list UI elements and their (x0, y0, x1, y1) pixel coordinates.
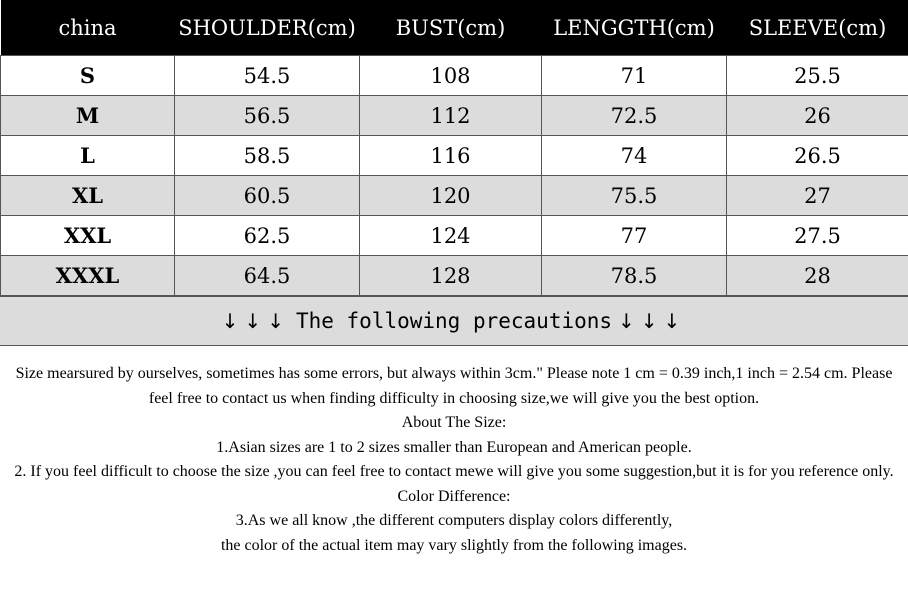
shoulder-value: 62.5 (175, 216, 360, 256)
shoulder-value: 56.5 (175, 96, 360, 136)
down-arrows-icon: ↓↓↓ (221, 309, 290, 333)
size-label: M (1, 96, 175, 136)
shoulder-value: 60.5 (175, 176, 360, 216)
size-label: XXXL (1, 256, 175, 296)
sleeve-value: 27 (727, 176, 908, 216)
size-label: L (1, 136, 175, 176)
shoulder-value: 64.5 (175, 256, 360, 296)
length-value: 75.5 (542, 176, 727, 216)
size-label: XXL (1, 216, 175, 256)
length-value: 78.5 (542, 256, 727, 296)
size-label: S (1, 56, 175, 96)
color-note-line-1: 3.As we all know ,the different computers display colors differently, (235, 512, 673, 529)
color-note-line-2: the color of the actual item may vary slightly from the following images. (220, 536, 688, 554)
bust-value: 124 (360, 216, 542, 256)
sleeve-value: 28 (727, 256, 908, 296)
measurement-note: Size mearsured by ourselves, sometimes has some errors, but always within 3cm." Please note 1 cm = 0.39 inch,1 inch = 2.54 cm. Please feel free to contact us when finding difficulty in choosing size,we will give you the best option. (15, 365, 893, 407)
table-row (1, 56, 908, 96)
shoulder-value: 54.5 (175, 56, 360, 96)
table-row (1, 256, 908, 296)
length-value: 77 (542, 216, 727, 256)
shoulder-value: 58.5 (175, 136, 360, 176)
color-difference-heading: Color Difference: (397, 487, 511, 505)
precautions-banner (0, 296, 908, 346)
header-length: LENGGTH(cm) (542, 0, 727, 56)
down-arrows-icon: ↓↓↓ (618, 309, 687, 333)
header-size-region: china (1, 0, 175, 56)
table-row (1, 216, 908, 256)
header-sleeve: SLEEVE(cm) (727, 0, 908, 56)
asian-sizes-note: 1.Asian sizes are 1 to 2 sizes smaller than European and American people. (216, 438, 692, 456)
bust-value: 116 (360, 136, 542, 176)
bust-value: 108 (360, 56, 542, 96)
about-size-heading: About The Size: (401, 414, 507, 431)
bust-value: 112 (360, 96, 542, 136)
bust-value: 128 (360, 256, 542, 296)
size-label: XL (1, 176, 175, 216)
length-value: 74 (542, 136, 727, 176)
precautions-heading: The following precautions (295, 309, 613, 333)
header-bust: BUST(cm) (360, 0, 542, 56)
sleeve-value: 25.5 (727, 56, 908, 96)
table-row (1, 136, 908, 176)
length-value: 72.5 (542, 96, 727, 136)
bust-value: 120 (360, 176, 542, 216)
table-row (1, 96, 908, 136)
table-row (1, 176, 908, 216)
contact-note: 2. If you feel difficult to choose the size ,you can feel free to contact mewe will give you some suggestion,but it is for you reference only. (14, 463, 894, 480)
sleeve-value: 26 (727, 96, 908, 136)
precautions-notes (0, 362, 908, 558)
table-header-row (1, 0, 908, 56)
length-value: 71 (542, 56, 727, 96)
sleeve-value: 27.5 (727, 216, 908, 256)
sleeve-value: 26.5 (727, 136, 908, 176)
header-shoulder: SHOULDER(cm) (175, 0, 360, 56)
